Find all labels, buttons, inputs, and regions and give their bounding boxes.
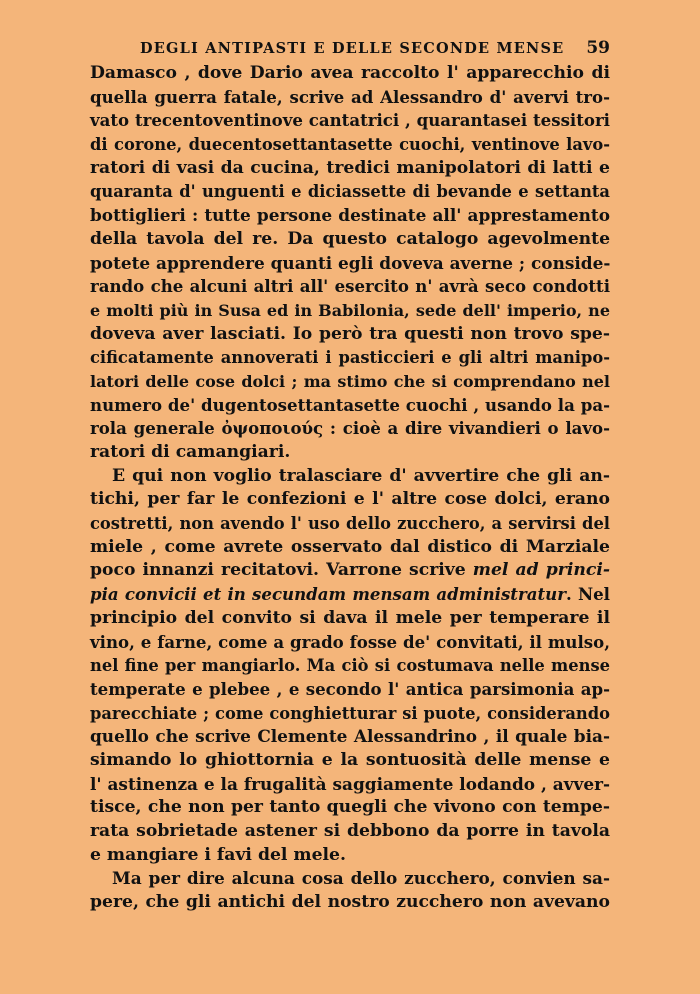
text-line: quella guerra fatale, scrive ad Alessandro d' avervi tro- [90,86,610,107]
latin-quote: pia convicii et in secundam mensam administratur [90,584,566,605]
text-line: vato trecentoventinove cantatrici , quarantasei tessitori [90,110,610,131]
text-line: rando che alcuni altri all' esercito n' avrà seco condotti [90,276,610,297]
text-line: cificatamente annoverati i pasticcieri e gli altri manipo- [90,348,610,368]
text-line: bottiglieri : tutte persone destinate all' apprestamento [90,205,610,226]
text-line: simando lo ghiottornia e la sontuosità delle mense e [90,749,610,770]
text-line: miele , come avrete osservato dal distico di Marziale [90,536,610,557]
latin-quote: mel ad princi- [472,560,610,581]
text-line: Damasco , dove Dario avea raccolto l' apparecchio di [90,63,610,83]
text-line: latori delle cose dolci ; ma stimo che si comprendano nel [90,371,610,391]
page-header [90,38,610,58]
text-line: potete apprendere quanti egli doveva averne ; conside- [90,252,611,273]
page-number: 59 [586,38,610,58]
text-line: ratori di camangiari. [90,442,291,462]
text-line: costretti, non avendo l' uso dello zucchero, a servirsi del [90,514,610,534]
text-line: pere, che gli antichi del nostro zucchero non avevano [90,892,610,913]
text-line: tisce, che non per tanto quegli che vivono con tempe- [90,797,610,818]
text-line: quello che scrive Clemente Alessandrino , il quale bia- [90,726,610,747]
text-line: di corone, duecentosettantasette cuochi, ventinove lavo- [90,135,610,155]
text-line: rata sobrietade astener si debbono da porre in tavola [90,821,610,841]
text-line: pia convicii et in secundam mensam administratur. Nel [90,584,610,605]
body-text [90,62,610,915]
text-line: temperate e plebee , e secondo l' antica parsimonia ap- [90,678,610,699]
text-line: parecchiate ; come conghietturar si puote, considerando [90,703,610,723]
running-title: DEGLI ANTIPASTI E DELLE SECONDE MENSE [140,40,565,57]
text-line: Ma per dire alcuna cosa dello zucchero, convien sa- [112,868,610,889]
text-line: e molti più in Susa ed in Babilonia, sede dell' imperio, ne [90,300,610,320]
text-line: e mangiare i favi del mele. [90,844,346,865]
text-line: E qui non voglio tralasciare d' avvertire che gli an- [112,465,610,486]
text-line: numero de' dugentosettantasette cuochi , usando la pa- [90,394,610,415]
text-line: nel fine per mangiarlo. Ma ciò si costumava nelle mense [90,656,610,676]
text-line: principio del convito si dava il mele per temperare il [90,607,610,628]
text-line: doveva aver lasciati. Io però tra questi non trovo spe- [90,323,610,344]
text-line: rola generale ὀψοποιούς : cioè a dire vivandieri o lavo- [90,418,610,439]
text-line: ratori di vasi da cucina, tredici manipolatori di latti e [90,157,610,178]
paragraph-2 [90,465,610,868]
text-line: l' astinenza e la frugalità saggiamente lodando , avver- [90,773,610,794]
text-line: vino, e farne, come a grado fosse de' convitati, il mulso, [90,631,610,652]
text-line: tichi, per far le confezioni e l' altre cose dolci, erano [90,489,610,510]
paragraph-3 [90,867,610,914]
text-line: quaranta d' unguenti e diciassette di bevande e settanta [90,182,610,202]
text-line: della tavola del re. Da questo catalogo agevolmente [90,228,610,249]
text-line: poco innanzi recitatovi. Varrone scrive mel ad princi- [90,560,610,581]
paragraph-1 [90,62,610,465]
